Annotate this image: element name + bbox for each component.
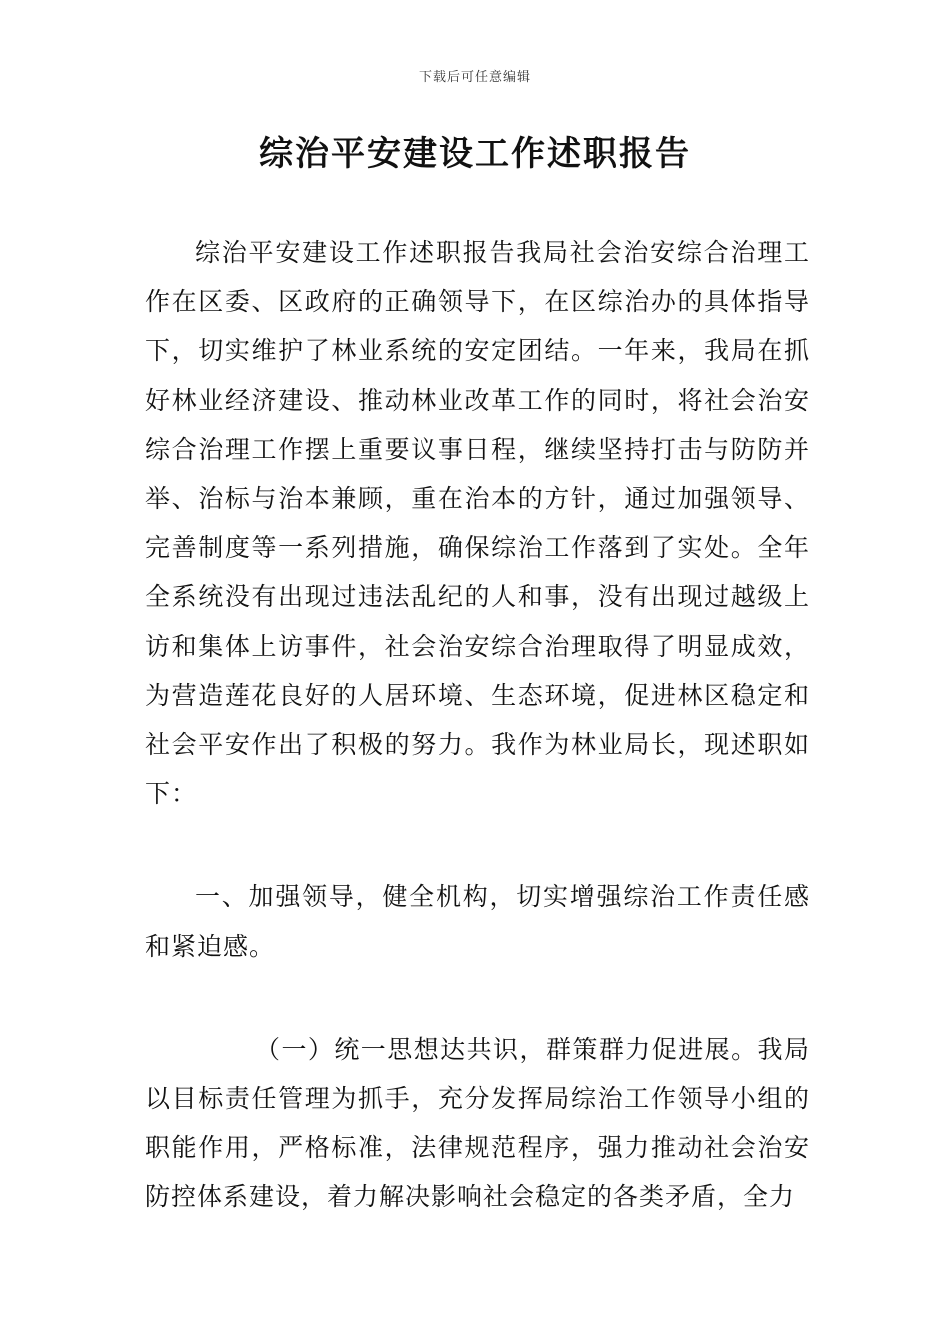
paragraph-subsection: （一）统一思想达共识，群策群力促进展。我局以目标责任管理为抓手，充分发挥局综治工作领导小组的职能作用，严格标准，法律规范程序，强力推动社会治安防控体系建设，着力解决影响社会稳定的各类矛盾，全力 <box>145 1034 810 1212</box>
document-body <box>145 228 810 1222</box>
paragraph-section-heading: 一、加强领导，健全机构，切实增强综治工作责任感和紧迫感。 <box>145 882 810 961</box>
paragraph-intro: 综治平安建设工作述职报告我局社会治安综合治理工作在区委、区政府的正确领导下，在区综治办的具体指导下，切实维护了林业系统的安定团结。一年来，我局在抓好林业经济建设、推动林业改革工作的同时，将社会治安综合治理工作摆上重要议事日程，继续坚持打击与防防并举、治标与治本兼顾，重在治本的方针，通过加强领导、完善制度等一系列措施，确保综治工作落到了实处。全年全系统没有出现过违法乱纪的人和事，没有出现过越级上访和集体上访事件，社会治安综合治理取得了明显成效，为营造莲花良好的人居环境、生态环境，促进林区稳定和社会平安作出了积极的努力。我作为林业局长，现述职如下： <box>145 238 810 809</box>
paragraph-gap <box>145 818 810 872</box>
header-note: 下载后可任意编辑 <box>418 70 531 85</box>
document-title: 综治平安建设工作述职报告 <box>259 134 691 174</box>
paragraph-gap <box>145 971 810 1025</box>
